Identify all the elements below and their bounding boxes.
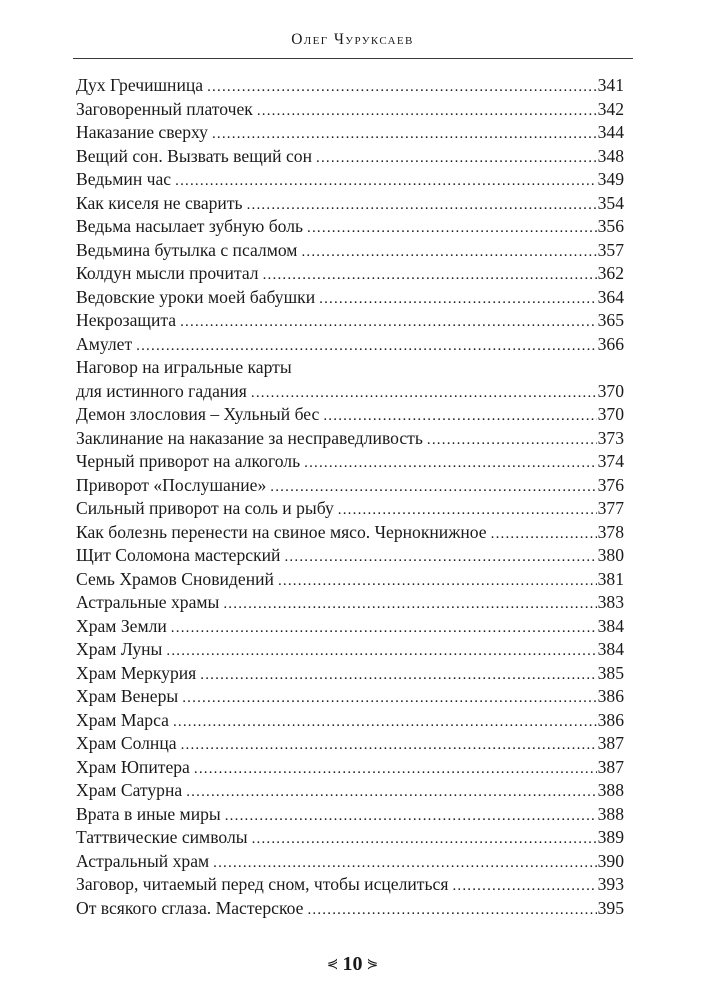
toc-entry-title: Приворот «Послушание»: [76, 474, 267, 495]
toc-entry-title: Храм Солнца: [76, 733, 177, 753]
toc-entry-title: Демон злословия – Хульный бес: [76, 404, 320, 424]
toc-entry-title: Ведьмина бутылка с псалмом: [76, 239, 298, 260]
toc-entry-page: 378: [597, 521, 624, 542]
toc-dot-leader: [247, 194, 597, 218]
toc-entry: [76, 685, 624, 709]
toc-entry-title: Сильный приворот на соль и рыбу: [76, 498, 334, 518]
toc-entry-page: 388: [597, 780, 624, 800]
toc-entry: [76, 74, 624, 98]
toc-entry-title: Как киселя не сварить: [76, 192, 243, 213]
toc-dot-leader: [316, 147, 597, 171]
toc-entry: [76, 803, 624, 827]
toc-entry-page: 348: [597, 145, 624, 166]
toc-entry-page: 384: [597, 615, 624, 636]
toc-entry: [76, 450, 624, 474]
toc-dot-leader: [213, 852, 596, 876]
toc-entry: [76, 826, 624, 850]
toc-entry-page: 385: [597, 662, 624, 683]
toc-dot-leader: [307, 217, 597, 241]
toc-entry: [76, 215, 624, 239]
toc-entry-title: Вещий сон. Вызвать вещий сон: [76, 145, 312, 166]
toc-dot-leader: [182, 687, 596, 711]
toc-entry: [76, 356, 624, 380]
toc-entry: [76, 98, 624, 122]
toc-entry: [76, 521, 624, 545]
toc-entry-title: Дух Гречишница: [76, 75, 204, 95]
toc-entry-page: 344: [597, 122, 624, 142]
toc-dot-leader: [257, 100, 597, 124]
toc-entry: [76, 145, 624, 169]
toc-entry-title: Храм Сатурна: [76, 780, 183, 800]
page-footer: [0, 953, 705, 976]
toc-entry: [76, 192, 624, 216]
toc-entry-page: 366: [597, 333, 624, 354]
toc-dot-leader: [186, 781, 596, 805]
toc-entry-page: 387: [597, 756, 624, 777]
toc-dot-leader: [278, 570, 597, 594]
toc-entry-page: 386: [597, 686, 624, 706]
toc-dot-leader: [171, 617, 597, 641]
toc-entry: [76, 756, 624, 780]
toc-dot-leader: [338, 499, 597, 523]
toc-entry-page: 357: [597, 239, 624, 260]
toc-entry-page: 342: [597, 98, 624, 119]
toc-entry: [76, 239, 624, 263]
toc-entry-page: 380: [597, 545, 624, 565]
toc-dot-leader: [252, 828, 597, 852]
toc-entry-page: 387: [597, 733, 624, 753]
toc-entry-page: 374: [597, 451, 624, 471]
toc-dot-leader: [166, 640, 596, 664]
toc-entry-page: 389: [597, 827, 624, 847]
toc-entry-title: Астральные храмы: [76, 592, 220, 612]
toc-entry-page: 393: [597, 874, 624, 894]
toc-entry: [76, 638, 624, 662]
toc-dot-leader: [263, 264, 597, 288]
toc-entry-title: Наказание сверху: [76, 122, 208, 142]
toc-entry-title: Заговор, читаемый перед сном, чтобы исцелиться: [76, 874, 449, 894]
toc-entry-title: Наговор на игральные карты: [76, 357, 292, 377]
toc-entry-page: 370: [597, 404, 624, 424]
toc-entry-title: Храм Венеры: [76, 686, 179, 706]
toc-dot-leader: [136, 335, 596, 359]
toc-dot-leader: [200, 664, 596, 688]
ornament-right-icon: ⋟: [366, 957, 379, 972]
toc-dot-leader: [194, 758, 597, 782]
toc-entry: [76, 286, 624, 310]
toc-entry-page: 384: [597, 639, 624, 659]
toc-entry: [76, 427, 624, 451]
toc-entry-title: Храм Марса: [76, 709, 169, 730]
toc-entry-page: 395: [597, 897, 624, 918]
toc-entry-title: Черный приворот на алкоголь: [76, 451, 301, 471]
toc-dot-leader: [173, 711, 597, 735]
toc-entry: [76, 262, 624, 286]
toc-entry-title: Астральный храм: [76, 850, 210, 871]
toc-entry-page: 388: [597, 803, 624, 824]
toc-dot-leader: [323, 405, 596, 429]
toc-entry-title: Амулет: [76, 333, 133, 354]
toc-entry: [76, 121, 624, 145]
toc-dot-leader: [284, 546, 596, 570]
toc-dot-leader: [452, 875, 596, 899]
toc-dot-leader: [175, 170, 596, 194]
toc-entry: [76, 544, 624, 568]
toc-entry-title: Заклинание на наказание за несправедливость: [76, 427, 423, 448]
toc-entry-title: Храм Меркурия: [76, 662, 197, 683]
toc-entry-page: 383: [597, 592, 624, 612]
page-number: 10: [342, 953, 363, 975]
toc-dot-leader: [301, 241, 596, 265]
toc-entry: [76, 709, 624, 733]
toc-entry-title: Врата в иные миры: [76, 803, 221, 824]
toc-entry-title: Некрозащита: [76, 310, 177, 330]
toc-entry: [76, 497, 624, 521]
toc-dot-leader: [427, 429, 597, 453]
toc-entry-title: для истинного гадания: [76, 380, 247, 401]
toc-entry: [76, 779, 624, 803]
toc-entry-title: Заговоренный платочек: [76, 98, 253, 119]
toc-entry: [76, 568, 624, 592]
toc-dot-leader: [491, 523, 597, 547]
toc-dot-leader: [207, 76, 597, 100]
toc-entry-page: 386: [597, 709, 624, 730]
toc-entry-title: Ведьма насылает зубную боль: [76, 216, 304, 236]
toc-entry-title: Ведовские уроки моей бабушки: [76, 286, 316, 307]
running-header: Олег Чуруксаев: [291, 31, 414, 48]
toc-dot-leader: [223, 593, 596, 617]
toc-entry-page: 362: [597, 263, 624, 283]
toc-entry-title: Как болезнь перенести на свиное мясо. Чернокнижное: [76, 521, 487, 542]
toc-entry: [76, 591, 624, 615]
toc-entry-page: 377: [597, 498, 624, 518]
toc-entry: [76, 403, 624, 427]
toc-entry-page: 364: [597, 286, 624, 307]
toc-entry-page: 376: [597, 474, 624, 495]
toc-entry: [76, 168, 624, 192]
toc-entry-page: 349: [597, 169, 624, 189]
toc-dot-leader: [251, 382, 597, 406]
toc-entry-page: 390: [597, 850, 624, 871]
toc-entry: [76, 309, 624, 333]
toc-entry-page: 354: [597, 192, 624, 213]
toc-entry-page: 341: [597, 75, 624, 95]
toc-entry-title: Семь Храмов Сновидений: [76, 568, 274, 589]
toc-entry: [76, 380, 624, 404]
toc-dot-leader: [181, 734, 597, 758]
toc-entry-title: Храм Земли: [76, 615, 167, 636]
toc-entry-page: 365: [597, 310, 624, 330]
toc-entry-page: 370: [597, 380, 624, 401]
toc-entry-title: Ведьмин час: [76, 169, 172, 189]
toc-entry: [76, 474, 624, 498]
toc-entry: [76, 333, 624, 357]
toc-entry-title: Таттвические символы: [76, 827, 248, 847]
toc-entry-page: 373: [597, 427, 624, 448]
toc-entry: [76, 662, 624, 686]
toc-dot-leader: [304, 452, 596, 476]
header-rule: [73, 58, 633, 59]
toc-entry: [76, 850, 624, 874]
toc-entry: [76, 615, 624, 639]
table-of-contents: [76, 74, 624, 920]
toc-entry-page: 381: [597, 568, 624, 589]
toc-entry: [76, 873, 624, 897]
toc-entry-title: Колдун мысли прочитал: [76, 263, 259, 283]
toc-entry-page: 356: [597, 216, 624, 236]
toc-dot-leader: [212, 123, 597, 147]
toc-dot-leader: [270, 476, 596, 500]
toc-dot-leader: [225, 805, 597, 829]
toc-dot-leader: [307, 899, 596, 923]
ornament-left-icon: ⋞: [326, 957, 339, 972]
toc-dot-leader: [180, 311, 597, 335]
toc-entry-title: Храм Юпитера: [76, 756, 190, 777]
toc-entry-title: Щит Соломона мастерский: [76, 545, 281, 565]
toc-entry-title: Храм Луны: [76, 639, 163, 659]
toc-entry: [76, 732, 624, 756]
toc-entry-title: От всякого сглаза. Мастерское: [76, 897, 304, 918]
toc-entry: [76, 897, 624, 921]
toc-dot-leader: [319, 288, 596, 312]
